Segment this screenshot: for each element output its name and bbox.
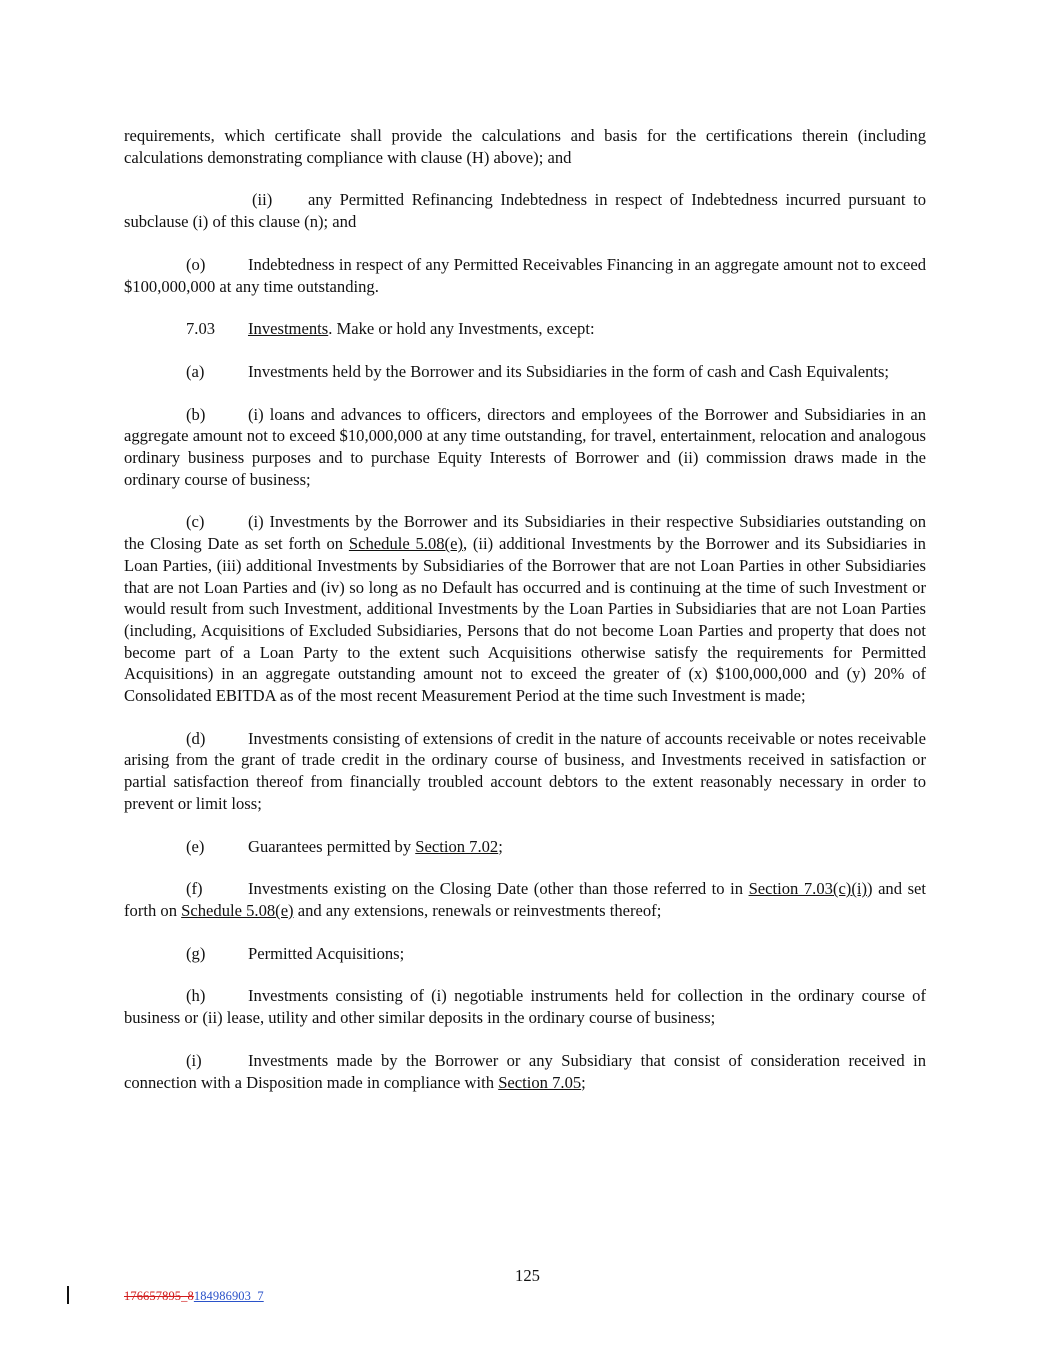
paragraph-n-ii <box>124 189 926 232</box>
paragraph-d <box>124 728 926 815</box>
paragraph-text: ; <box>581 1072 586 1092</box>
paragraph-e <box>124 836 926 858</box>
paragraph-g <box>124 943 926 965</box>
paragraph-b <box>124 404 926 491</box>
clause-label: (ii) <box>252 190 273 210</box>
paragraph-text: Investments made by the Borrower or any Subsidiary that consist of consideration received in connection with a Disposition made in compliance with <box>124 1050 926 1092</box>
paragraph-text: ; <box>498 836 503 856</box>
clause-label: (i) <box>186 1050 202 1070</box>
section-reference: Section 7.02 <box>415 836 499 856</box>
schedule-reference: Schedule 5.08(e) <box>348 534 463 554</box>
paragraph-text: (i) Investments by the Borrower and its Subsidiaries in their respective Subsidiaries outstanding on the Closing Date as set forth on <box>124 512 926 554</box>
page-number: 125 <box>515 1266 540 1285</box>
section-reference: Section 7.05 <box>498 1072 582 1092</box>
deleted-document-id: 176657895_8 <box>124 1289 194 1303</box>
paragraph-text: (i) loans and advances to officers, directors and employees of the Borrower and Subsidiaries in an aggregate amount not to exceed $10,000,000 at any time outstanding, for travel, entertainment, relocation and analogous ordinary business purposes and to purchase Equity Interests of Borrower and (ii) commission draws made in the ordinary course of business; <box>124 404 926 489</box>
change-bar <box>67 1286 69 1304</box>
paragraph-text: Investments consisting of (i) negotiable instruments held for collection in the ordinary course of business or (ii) lease, utility and other similar deposits in the ordinary course of business; <box>124 986 926 1028</box>
paragraph-text: Investments consisting of extensions of credit in the nature of accounts receivable or notes receivable arising from the grant of trade credit in the ordinary course of business, and Investments received in satisfaction or partial satisfaction thereof from financially troubled account debtors to the extent reasonably necessary in order to prevent or limit loss; <box>124 728 926 813</box>
paragraph-text: Guarantees permitted by <box>248 836 416 856</box>
paragraph-i <box>124 1050 926 1093</box>
paragraph-text: ) and set forth on <box>124 879 926 920</box>
inserted-document-id: 184986903_7 <box>193 1289 264 1303</box>
paragraph-text: and any extensions, renewals or reinvestments thereof; <box>293 900 662 920</box>
document-body <box>124 125 926 1114</box>
paragraph-text: Investments held by the Borrower and its Subsidiaries in the form of cash and Cash Equivalents; <box>248 361 890 381</box>
clause-label: (o) <box>186 254 206 274</box>
clause-label: (h) <box>186 986 206 1006</box>
document-id <box>124 1289 264 1304</box>
paragraph-text: Indebtedness in respect of any Permitted Receivables Financing in an aggregate amount not to exceed $100,000,000 at any time outstanding. <box>124 254 926 296</box>
paragraph-a <box>124 361 926 383</box>
section-7-03-heading <box>124 318 926 340</box>
paragraph-continuation <box>124 125 926 168</box>
paragraph-text: Investments existing on the Closing Date (other than those referred to in <box>248 879 749 899</box>
section-title: Investments <box>248 319 329 339</box>
clause-label: (f) <box>186 879 203 899</box>
paragraph-text: . Make or hold any Investments, except: <box>328 319 595 339</box>
paragraph-text: Permitted Acquisitions; <box>248 943 405 963</box>
paragraph-c <box>124 511 926 706</box>
paragraph-text: , (ii) additional Investments by the Borrower and its Subsidiaries in Loan Parties, (iii) additional Investments by Subsidiaries of the Borrower that are not Loan Parties in other Subsidiaries that are not Loan Parties and (iv) so long as no Default has occurred and is continuing at the time of such Investment or would result from such Investment, additional Investments by the Loan Parties in Subsidiaries that are not Loan Parties (including, Acquisitions of Excluded Subsidiaries, Persons that do not become Loan Parties and property that does not become part of a Loan Party to the extent such Acquisitions otherwise satisfy the requirements for Permitted Acquisitions) in an aggregate outstanding amount not to exceed the greater of (x) $100,000,000 and (y) 20% of Consolidated EBITDA as of the most recent Measurement Period at the time such Investment is made; <box>124 534 926 706</box>
clause-label: (a) <box>186 361 205 381</box>
clause-label: (g) <box>186 943 206 963</box>
clause-label: (e) <box>186 836 205 856</box>
paragraph-h <box>124 985 926 1028</box>
clause-label: (d) <box>186 728 206 748</box>
section-reference: Section 7.03(c)(i) <box>748 879 867 899</box>
section-number: 7.03 <box>186 319 216 339</box>
paragraph-text: requirements, which certificate shall provide the calculations and basis for the certifications therein (including calculations demonstrating compliance with clause (H) above); and <box>124 126 926 167</box>
paragraph-o <box>124 254 926 297</box>
schedule-reference: Schedule 5.08(e) <box>181 900 294 920</box>
paragraph-f <box>124 878 926 921</box>
paragraph-text: any Permitted Refinancing Indebtedness in respect of Indebtedness incurred pursuant to subclause (i) of this clause (n); and <box>124 190 926 232</box>
clause-label: (c) <box>186 512 205 532</box>
clause-label: (b) <box>186 404 206 424</box>
